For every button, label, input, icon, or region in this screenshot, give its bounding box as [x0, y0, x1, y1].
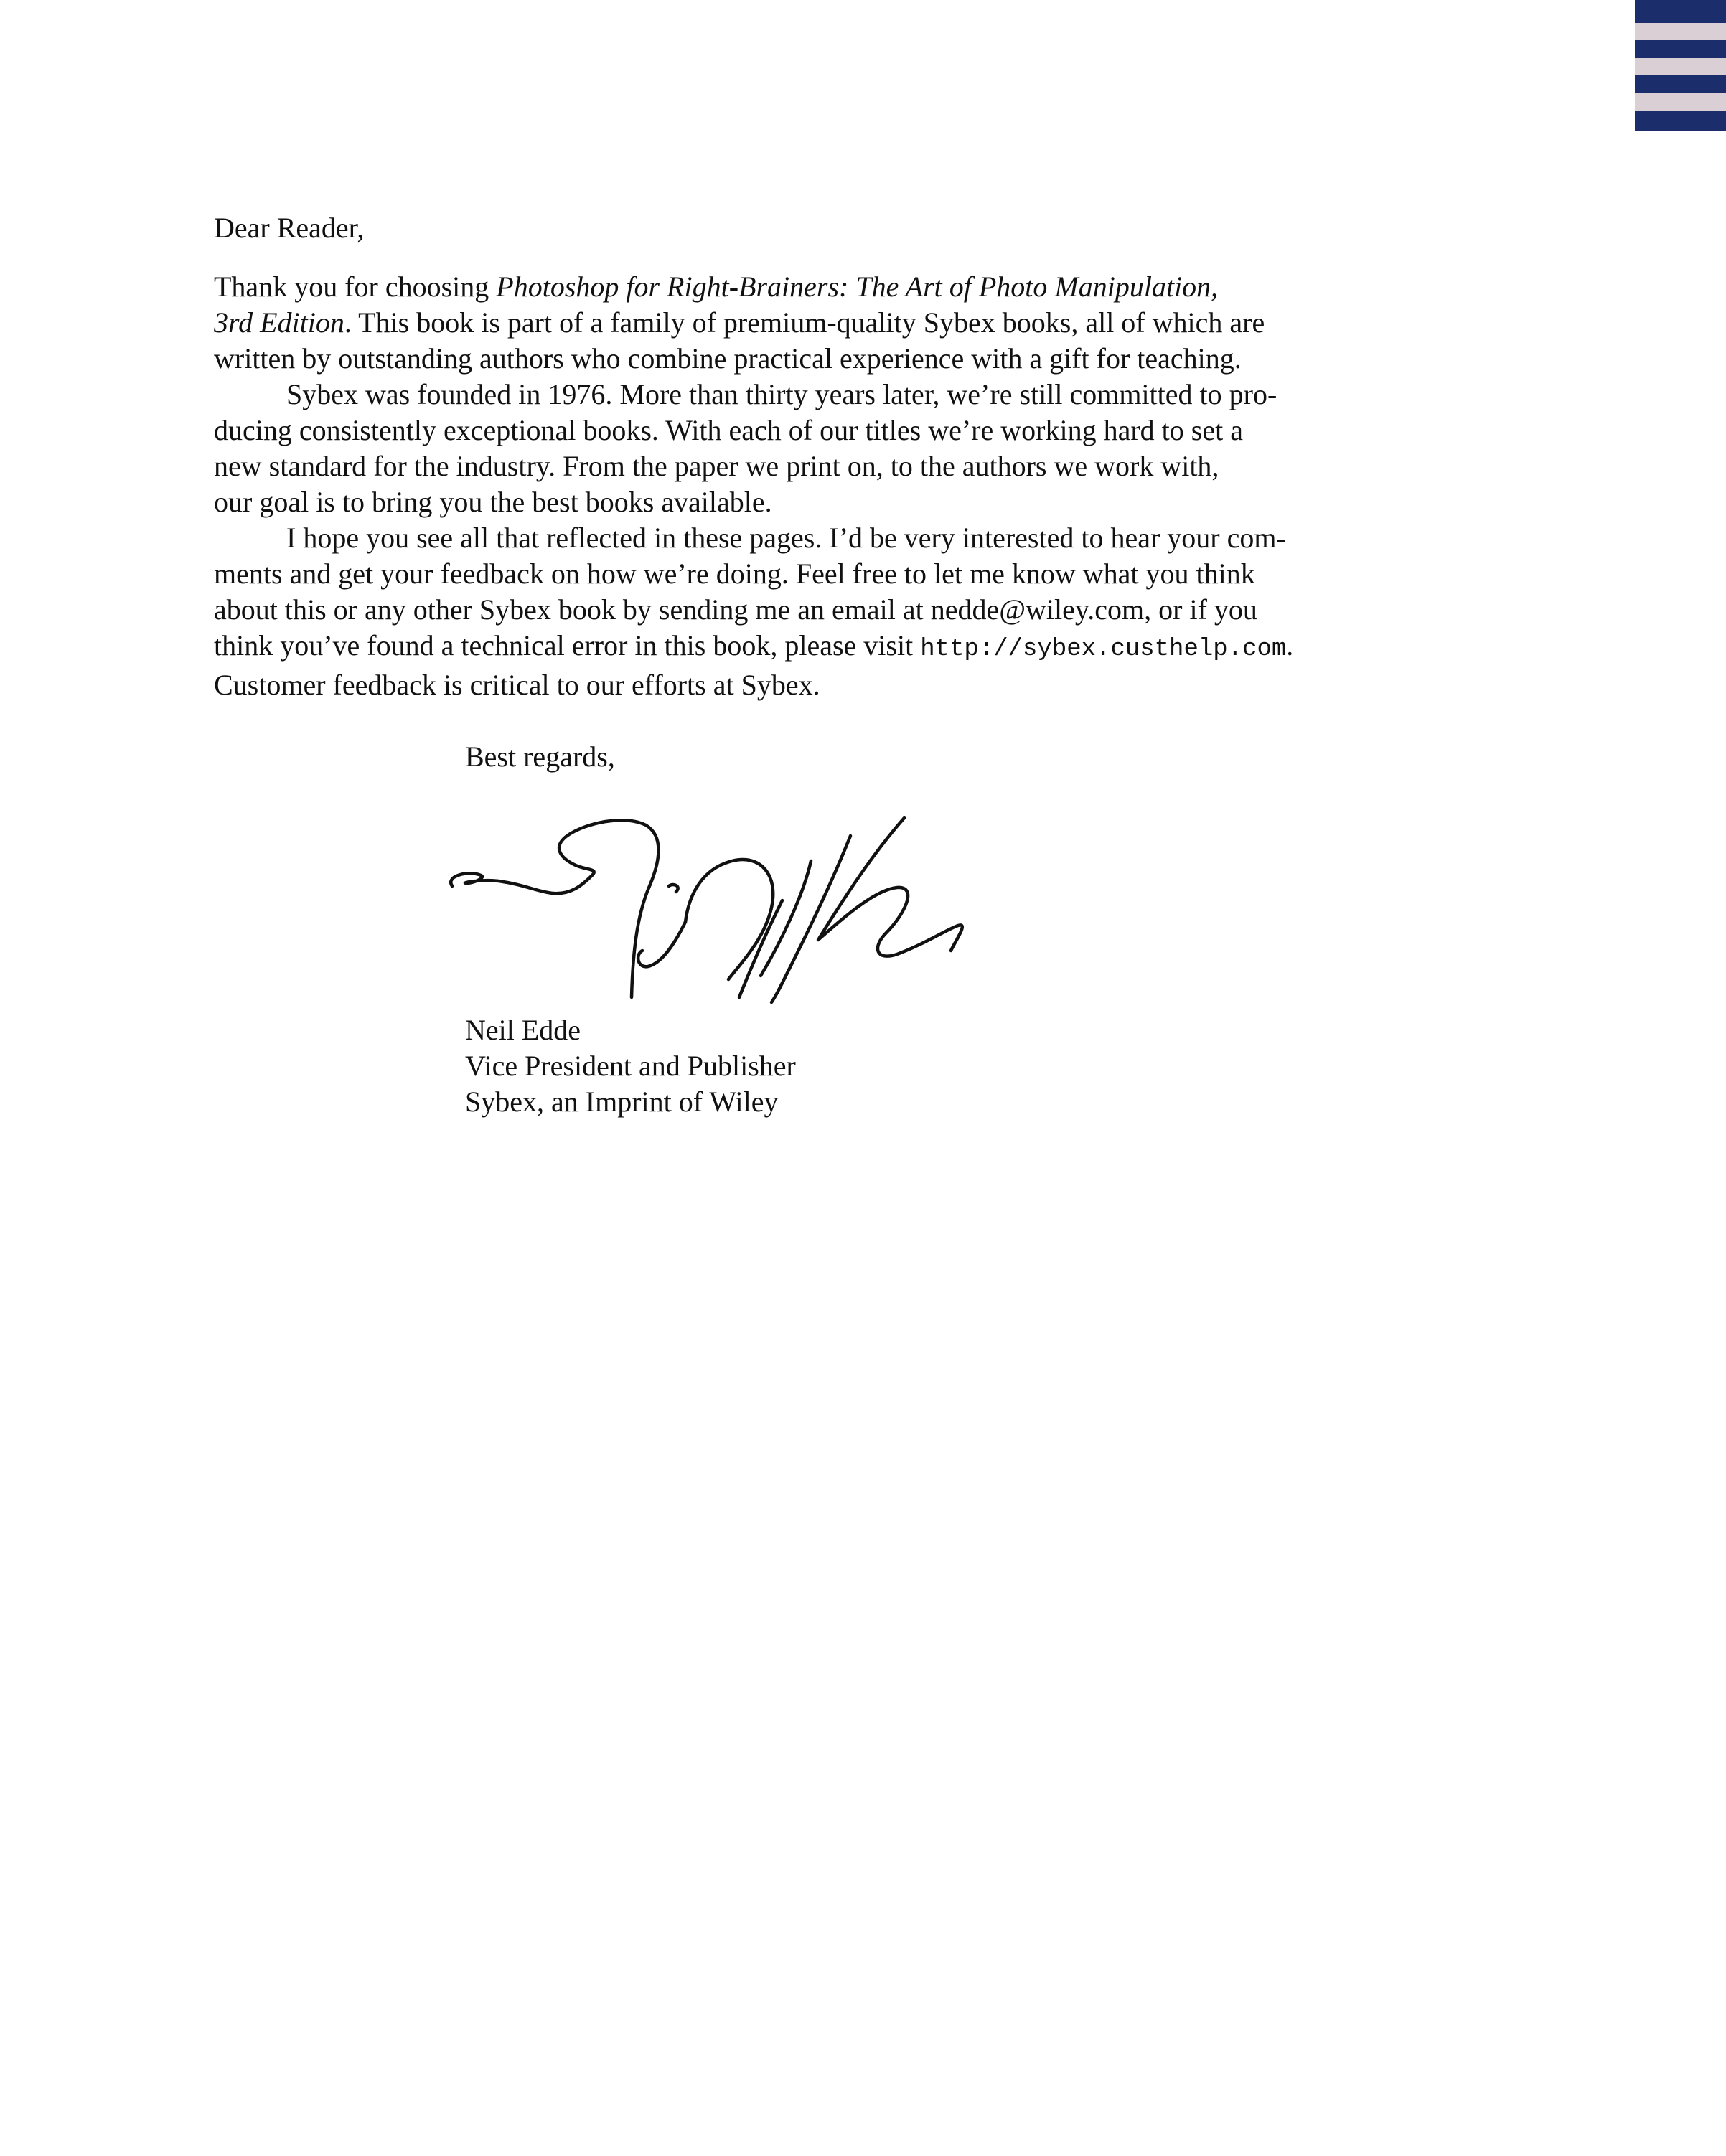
paragraph-2-line-3: new standard for the industry. From the paper we print on, to the authors we work with,: [214, 450, 1219, 482]
signer-name: Neil Edde: [465, 1014, 581, 1046]
paragraph-3-line-3: about this or any other Sybex book by sending me an email at nedde@wiley.com, or if you: [214, 593, 1257, 626]
signer-title: Vice President and Publisher: [465, 1050, 796, 1082]
text: Thank you for choosing: [214, 270, 497, 303]
paragraph-1: [214, 269, 1398, 377]
text: .: [1286, 629, 1294, 662]
text: . This book is part of a family of premium-quality Sybex books, all of which are: [344, 306, 1265, 339]
book-edition: 3rd Edition: [214, 306, 344, 339]
letter-body: [214, 210, 1398, 703]
stripe-dark: [1635, 111, 1726, 131]
stripe-dark: [1635, 75, 1726, 93]
text: think you’ve found a technical error in this book, please visit: [214, 629, 921, 662]
paragraph-2-line-4: our goal is to bring you the best books available.: [214, 486, 772, 518]
paragraph-2-line-2: ducing consistently exceptional books. With each of our titles we’re working hard to set a: [214, 414, 1243, 446]
paragraph-1-line-3: written by outstanding authors who combine practical experience with a gift for teaching.: [214, 342, 1242, 375]
paragraph-1-line-1: [214, 269, 1398, 305]
paragraph-3: [214, 520, 1398, 703]
paragraph-1-line-2: [214, 305, 1398, 341]
stripe-dark: [1635, 0, 1726, 23]
signer-company: Sybex, an Imprint of Wiley: [465, 1086, 779, 1118]
stripe-light: [1635, 58, 1726, 75]
paragraph-3-line-5: Customer feedback is critical to our efforts at Sybex.: [214, 669, 820, 701]
paragraph-2-line-1: Sybex was founded in 1976. More than thirty years later, we’re still committed to pro-: [286, 378, 1277, 410]
book-title: Photoshop for Right-Brainers: The Art of Photo Manipulation,: [496, 270, 1219, 303]
salutation: Dear Reader,: [214, 212, 365, 244]
signature-image: [445, 807, 1033, 1008]
closing: Best regards,: [465, 740, 615, 773]
paragraph-2: [214, 377, 1398, 520]
corner-stripe-decoration: [1635, 0, 1726, 131]
support-url: http://sybex.custhelp.com: [920, 636, 1287, 663]
paragraph-3-line-4: [214, 628, 1398, 667]
stripe-light: [1635, 23, 1726, 40]
paragraph-3-line-1: I hope you see all that reflected in these pages. I’d be very interested to hear your com-: [286, 522, 1286, 554]
paragraph-3-line-2: ments and get your feedback on how we’re doing. Feel free to let me know what you think: [214, 557, 1255, 590]
stripe-dark: [1635, 40, 1726, 58]
stripe-light: [1635, 93, 1726, 111]
signature-block: [465, 1012, 796, 1120]
